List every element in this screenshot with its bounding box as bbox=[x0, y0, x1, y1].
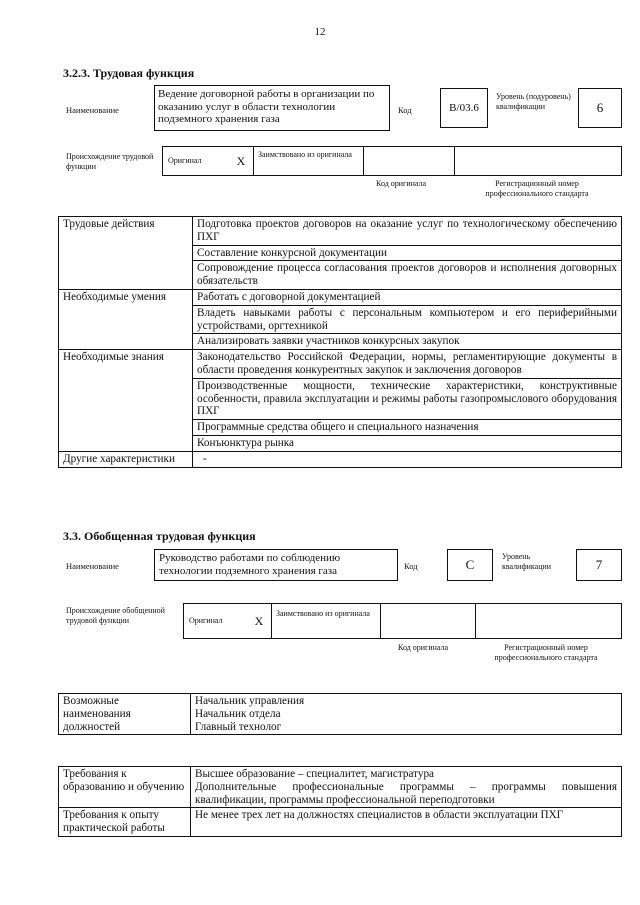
table-row bbox=[59, 767, 622, 808]
table-row bbox=[59, 808, 622, 837]
code-label: Код bbox=[404, 561, 418, 571]
divider bbox=[253, 146, 254, 176]
table-cell: Составление конкурсной документации bbox=[193, 245, 622, 261]
original-mark: X bbox=[236, 153, 246, 168]
list-item: Дополнительные профессиональные программы – программы повышения квалификации, программы профессиональной переподготовки bbox=[195, 780, 617, 806]
level-value: 6 bbox=[578, 88, 622, 128]
level-value: 7 bbox=[576, 549, 622, 581]
list-item: Начальник управления bbox=[195, 695, 305, 707]
positions-list bbox=[191, 694, 622, 735]
original-label: Оригинал bbox=[189, 616, 223, 625]
name-label: Наименование bbox=[66, 105, 119, 115]
table-cell: Законодательство Российской Федерации, нормы, регламентирующие документы в области проведения конкурентных закупок и заключения договоров bbox=[193, 350, 622, 379]
table-row bbox=[59, 694, 622, 735]
code-original-caption: Код оригинала bbox=[398, 643, 449, 652]
list-item: Начальник отдела bbox=[195, 707, 281, 720]
table-cell: Владеть навыками работы с персональным компьютером и его периферийными устройствами, оргтехникой bbox=[193, 305, 622, 334]
divider bbox=[271, 603, 272, 639]
row-header: Необходимые знания bbox=[59, 350, 193, 452]
divider bbox=[363, 146, 364, 176]
section-heading: 3.3. Обобщенная трудовая функция bbox=[63, 529, 256, 543]
list-item: Главный технолог bbox=[195, 720, 282, 733]
borrowed-label: Заимствовано из оригинала bbox=[258, 150, 352, 159]
level-label: Уровень (подуровень) квалификации bbox=[496, 92, 571, 111]
reg-number-caption: Регистрационный номер профессионального стандарта bbox=[485, 179, 589, 198]
positions-table bbox=[58, 693, 622, 735]
code-label: Код bbox=[398, 105, 412, 115]
table-cell: Конъюнктура рынка bbox=[193, 435, 622, 451]
code-value: C bbox=[447, 549, 493, 581]
page-number: 12 bbox=[314, 26, 326, 38]
table-cell: - bbox=[193, 451, 622, 467]
table-cell: Сопровождение процесса согласования проектов договоров и исполнения договорных обязательств bbox=[193, 261, 622, 290]
borrowed-label: Заимствовано из оригинала bbox=[276, 609, 370, 618]
row-header: Возможные наименования должностей bbox=[59, 694, 191, 735]
table-cell bbox=[191, 767, 622, 808]
code-value: B/03.6 bbox=[440, 88, 488, 128]
original-mark: X bbox=[254, 613, 264, 628]
table-cell: Анализировать заявки участников конкурсных закупок bbox=[193, 334, 622, 350]
divider bbox=[454, 146, 455, 176]
row-header: Трудовые действия bbox=[59, 217, 193, 290]
level-label: Уровень квалификации bbox=[502, 552, 552, 571]
table-row bbox=[59, 217, 622, 246]
divider bbox=[380, 603, 381, 639]
table-row bbox=[59, 451, 622, 467]
name-label: Наименование bbox=[66, 561, 119, 571]
original-label: Оригинал bbox=[168, 156, 202, 165]
row-header: Требования к образованию и обучению bbox=[59, 767, 191, 808]
functions-table bbox=[58, 216, 622, 468]
table-row bbox=[59, 350, 622, 379]
code-original-caption: Код оригинала bbox=[376, 179, 427, 188]
row-header: Необходимые умения bbox=[59, 289, 193, 349]
reg-number-caption: Регистрационный номер профессионального стандарта bbox=[494, 643, 598, 662]
row-header: Требования к опыту практической работы bbox=[59, 808, 191, 837]
table-cell: Подготовка проектов договоров на оказание услуг по технологическому обеспечению ПХГ bbox=[193, 217, 622, 246]
table-row bbox=[59, 289, 622, 305]
table-cell: Производственные мощности, технические характеристики, конструктивные особенности, правила эксплуатации и режимы работы газопромыслового оборудования ПХГ bbox=[193, 378, 622, 419]
section-heading: 3.2.3. Трудовая функция bbox=[63, 66, 195, 80]
origin-label: Происхождение трудовой функции bbox=[66, 152, 154, 171]
table-cell: Работать с договорной документацией bbox=[193, 289, 622, 305]
list-item: Высшее образование – специалитет, магистратура bbox=[195, 768, 435, 780]
table-cell: Программные средства общего и специального назначения bbox=[193, 420, 622, 436]
name-value: Ведение договорной работы в организации по оказанию услуг в области технологии подземного хранения газа bbox=[154, 85, 390, 131]
table-cell: Не менее трех лет на должностях специалистов в области эксплуатации ПХГ bbox=[191, 808, 622, 837]
origin-label: Происхождение обобщенной трудовой функции bbox=[66, 606, 165, 625]
divider bbox=[475, 603, 476, 639]
row-header: Другие характеристики bbox=[59, 451, 193, 467]
requirements-table bbox=[58, 766, 622, 837]
name-value: Руководство работами по соблюдению технологии подземного хранения газа bbox=[154, 549, 398, 581]
